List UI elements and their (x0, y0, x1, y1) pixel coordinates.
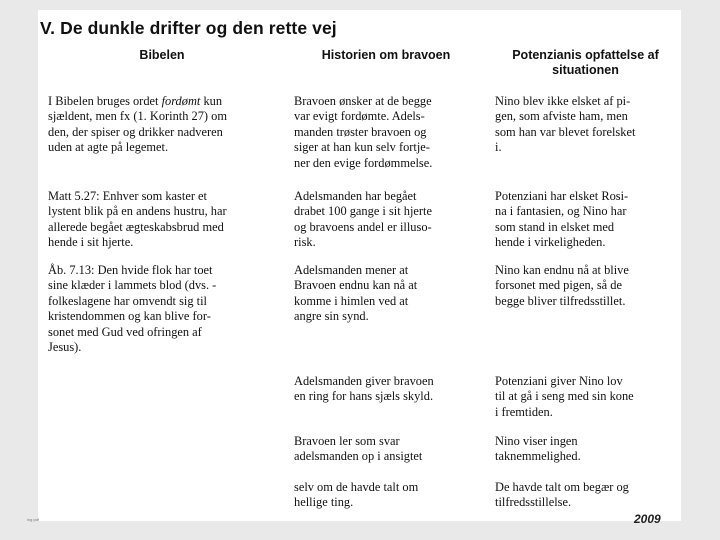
text-line: uden at agte på legemet. (48, 140, 169, 155)
row3-potenziani (495, 263, 629, 309)
text-line: De havde talt om begær og (495, 480, 629, 494)
document-page (38, 10, 681, 521)
text-line: tilfredsstillelse. (495, 495, 572, 510)
header-potenziani (488, 48, 681, 78)
header-bibelen: Bibelen (139, 48, 185, 62)
text-line: Adelsmanden giver bravoen (294, 374, 434, 388)
page-title: V. De dunkle drifter og den rette vej (40, 18, 337, 38)
text-line: en ring for hans sjæls skyld. (294, 389, 434, 404)
text-line: Potenziani har elsket Rosi- (495, 189, 629, 203)
text-line: forsonet med pigen, så de (495, 278, 622, 293)
text-line: begge bliver tilfredsstillet. (495, 293, 626, 308)
text-line: ner den evige fordømmelse. (294, 155, 433, 170)
text-line: og bravoens andel er illuso- (294, 219, 432, 234)
text-line: gen, som afviste ham, men (495, 109, 628, 124)
row2-potenziani (495, 189, 628, 251)
footer-small-text: ing pdf (27, 517, 40, 522)
footer-year: 2009 (634, 512, 661, 526)
text-line: Jesus). (48, 340, 82, 355)
text-line: na i fantasien, og Nino har (495, 204, 627, 219)
row4-potenziani (495, 374, 634, 420)
text-line: komme i himlen ved at (294, 293, 409, 308)
text-line: siger at han kun selv fortje- (294, 140, 430, 155)
text-line: hende i sit hjerte. (48, 235, 134, 250)
row1-potenziani (495, 94, 635, 156)
row2-bibelen (48, 189, 227, 251)
text-line: Bravoen ler som svar (294, 434, 400, 448)
row6-historien (294, 480, 418, 511)
row1-historien (294, 94, 432, 171)
text-line: Matt 5.27: Enhver som kaster et (48, 189, 207, 203)
row6-potenziani (495, 480, 629, 511)
text-line: manden trøster bravoen og (294, 124, 427, 139)
text-line: drabet 100 gange i sit hjerte (294, 204, 432, 219)
text-line: sjældent, men fx (1. Korinth 27) om (48, 109, 227, 124)
text-line: taknemmelighed. (495, 449, 581, 464)
text-line: som han var blevet forelsket (495, 124, 636, 139)
text-line: angre sin synd. (294, 309, 369, 324)
text-line: I Bibelen bruges ordet fordømt kun (48, 94, 223, 108)
text-line: selv om de havde talt om (294, 480, 419, 494)
header-historien: Historien om bravoen (321, 48, 451, 62)
text-line: kristendommen og kan blive for- (48, 309, 211, 324)
text-line: Nino kan endnu nå at blive (495, 263, 629, 277)
text-line: Bravoen endnu kan nå at (294, 278, 418, 293)
text-line: i fremtiden. (495, 404, 553, 419)
text-line: til at gå i seng med sin kone (495, 389, 634, 404)
text-line: den, der spiser og drikker nadveren (48, 124, 223, 139)
text-line: hende i virkeligheden. (495, 235, 606, 250)
text-line: som stand in elsket med (495, 219, 615, 234)
text-line: hellige ting. (294, 495, 354, 510)
row2-historien (294, 189, 432, 251)
text-line: allerede begået ægteskabsbrud med (48, 219, 224, 234)
text-line: var evigt fordømte. Adels- (294, 109, 425, 124)
row1-bibelen (48, 94, 227, 156)
text-line: Nino blev ikke elsket af pi- (495, 94, 631, 108)
text-line: risk. (294, 235, 316, 250)
text-line: sine klæder i lammets blod (dvs. - (48, 278, 217, 293)
text-line: sonet med Gud ved ofringen af (48, 324, 202, 339)
text-line: Adelsmanden mener at (294, 263, 409, 277)
text-line: Nino viser ingen (495, 434, 578, 448)
text-line: Potenziani giver Nino lov (495, 374, 623, 388)
row5-potenziani (495, 434, 581, 465)
text-line: adelsmanden op i ansigtet (294, 449, 423, 464)
text-line: folkeslagene har omvendt sig til (48, 293, 207, 308)
header-potenziani-line2: situationen (552, 63, 619, 77)
row3-bibelen (48, 263, 216, 355)
header-potenziani-line1: Potenzianis opfattelse af (512, 48, 659, 62)
text-line: Åb. 7.13: Den hvide flok har toet (48, 263, 213, 277)
row5-historien (294, 434, 422, 465)
row3-historien (294, 263, 417, 325)
text-line: i. (495, 140, 502, 155)
text-line: Bravoen ønsker at de begge (294, 94, 432, 108)
emphasis-word: fordømt (161, 94, 201, 108)
row4-historien (294, 374, 434, 405)
text-line: lystent blik på en andens hustru, har (48, 204, 227, 219)
text-line: Adelsmanden har begået (294, 189, 417, 203)
